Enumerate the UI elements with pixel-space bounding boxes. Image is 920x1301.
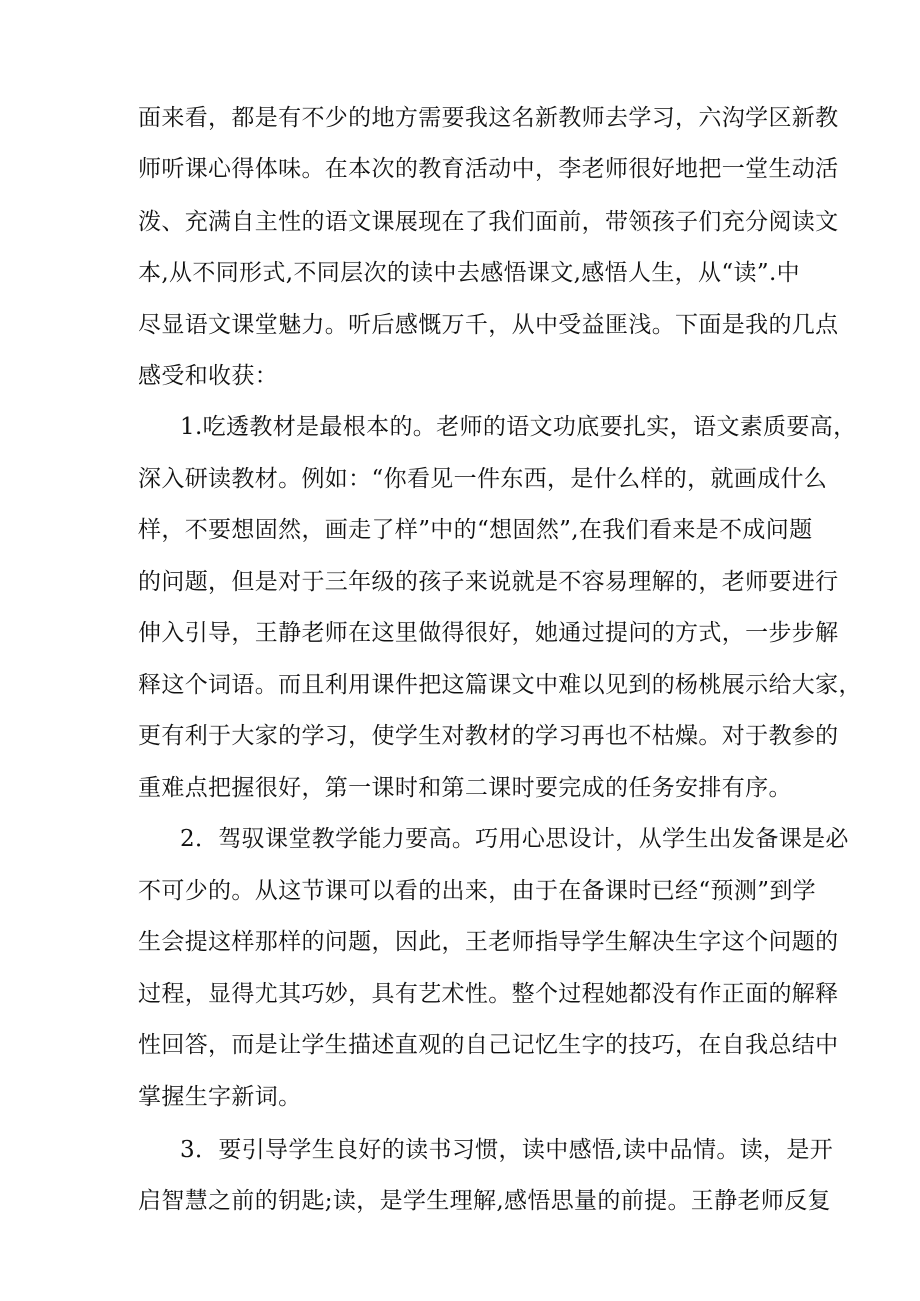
text-line: 过程，显得尤其巧妙，具有艺术性。整个过程她都没有作正面的解释	[138, 981, 839, 1007]
text-line: 的问题，但是对于三年级的孩子来说就是不容易理解的，老师要进行	[138, 569, 839, 595]
text-line: 重难点把握很好，第一课时和第二课时要完成的任务安排有序。	[138, 775, 792, 801]
text-line: 启智慧之前的钥匙;读，是学生理解,感悟思量的前提。王静老师反复	[138, 1188, 831, 1214]
text-line: 泼、充满自主性的语文课展现在了我们面前，带领孩子们充分阅读文	[138, 209, 839, 235]
text-line: 释这个词语。而且利用课件把这篇课文中难以见到的杨桃展示给大家，	[138, 672, 862, 698]
text-line: 深入研读教材。例如：“你看见一件东西，是什么样的，就画成什么	[138, 466, 828, 492]
text-line: 尽显语文课堂魅力。听后感慨万千，从中受益匪浅。下面是我的几点	[138, 312, 839, 338]
text-line: 性回答，而是让学生描述直观的自己记忆生字的技巧，在自我总结中	[138, 1032, 839, 1058]
paragraph-2-line: 2．驾驭课堂教学能力要高。巧用心思设计，从学生出发备课是必	[180, 826, 849, 852]
text-line: 掌握生字新词。	[138, 1084, 302, 1110]
text-line: 感受和收获：	[138, 363, 279, 389]
text-line: 师听课心得体味。在本次的教育活动中，李老师很好地把一堂生动活	[138, 156, 839, 182]
text-line: 本,从不同形式,不同层次的读中去感悟课文,感悟人生，从“读”.中	[138, 260, 800, 286]
text-line: 生会提这样那样的问题，因此，王老师指导学生解决生字这个问题的	[138, 929, 839, 955]
text-line: 面来看，都是有不少的地方需要我这名新教师去学习，六沟学区新教	[138, 105, 839, 131]
text-line: 样，不要想固然，画走了样”中的“想固然”,在我们看来是不成问题	[138, 517, 813, 543]
paragraph-1-line: 1.吃透教材是最根本的。老师的语文功底要扎实，语文素质要高，	[180, 414, 857, 440]
text-line: 更有利于大家的学习，使学生对教材的学习再也不枯燥。对于教参的	[138, 723, 839, 749]
text-line: 不可少的。从这节课可以看的出来，由于在备课时已经“预测”到学	[138, 878, 817, 904]
paragraph-3-line: 3．要引导学生良好的读书习惯，读中感悟,读中品情。读，是开	[180, 1137, 834, 1163]
text-line: 伸入引导，王静老师在这里做得很好，她通过提问的方式，一步步解	[138, 620, 839, 646]
